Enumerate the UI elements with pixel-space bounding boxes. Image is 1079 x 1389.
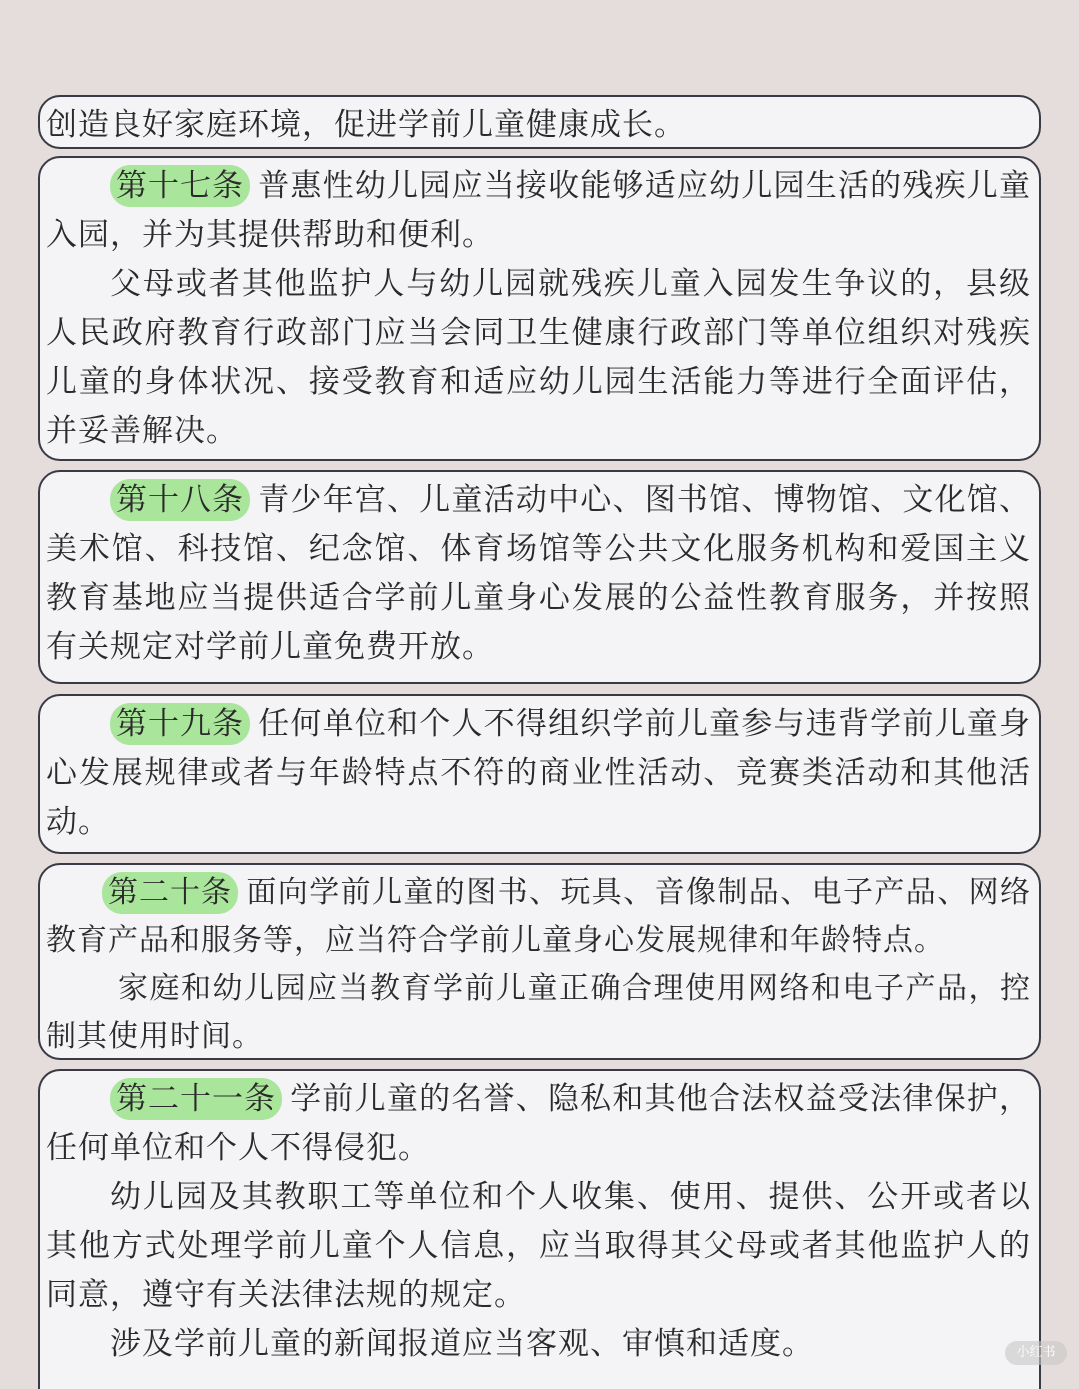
article-text: 任何单位和个人不得组织学前儿童参与违背学前儿童身心发展规律或者与年龄特点不符的商业性活动、竞赛类活动和其他活动。 [46,706,1031,840]
article-label: 第二十一条 [110,1078,282,1120]
article-text: 普惠性幼儿园应当接收能够适应幼儿园生活的残疾儿童入园，并为其提供帮助和便利。 [46,168,1031,253]
watermark-logo: 小红书 [1005,1341,1067,1365]
article-text: 青少年宫、儿童活动中心、图书馆、博物馆、文化馆、美术馆、科技馆、纪念馆、体育场馆等公共文化服务机构和爱国主义教育基地应当提供适合学前儿童身心发展的公益性教育服务，并按照有关规定对学前儿童免费开放。 [46,482,1031,665]
article-text: 面向学前儿童的图书、玩具、音像制品、电子产品、网络教育产品和服务等，应当符合学前儿童身心发展规律和年龄特点。 [46,875,1031,958]
article-17-para-2: 父母或者其他监护人与幼儿园就残疾儿童入园发生争议的，县级人民政府教育行政部门应当会同卫生健康行政部门等单位组织对残疾儿童的身体状况、接受教育和适应幼儿园生活能力等进行全面评估，并妥善解决。 [46,266,1031,449]
article-text: 学前儿童的名誉、隐私和其他合法权益受法律保护，任何单位和个人不得侵犯。 [46,1081,1031,1166]
article-label: 第十七条 [110,165,250,207]
article-20-para-1 [46,869,1031,965]
top-card-text: 创造良好家庭环境，促进学前儿童健康成长。 [46,107,686,143]
article-20-para-2: 家庭和幼儿园应当教育学前儿童正确合理使用网络和电子产品，控制其使用时间。 [46,971,1031,1054]
article-17-card [38,156,1041,461]
article-21-para-3: 涉及学前儿童的新闻报道应当客观、审慎和适度。 [110,1326,814,1362]
article-21-para-2: 幼儿园及其教职工等单位和个人收集、使用、提供、公开或者以其他方式处理学前儿童个人信息，应当取得其父母或者其他监护人的同意，遵守有关法律法规的规定。 [46,1179,1031,1313]
article-17-para-1 [46,162,1031,260]
article-19-para-1 [46,700,1031,847]
article-21-card [38,1069,1041,1389]
article-21-para-1 [46,1075,1031,1173]
article-label: 第十八条 [110,479,250,521]
article-18-para-1 [46,476,1031,672]
article-18-card [38,470,1041,684]
article-20-card [38,863,1041,1060]
top-card [38,95,1041,149]
article-label: 第十九条 [110,703,250,745]
article-19-card [38,694,1041,854]
article-label: 第二十条 [102,872,238,914]
